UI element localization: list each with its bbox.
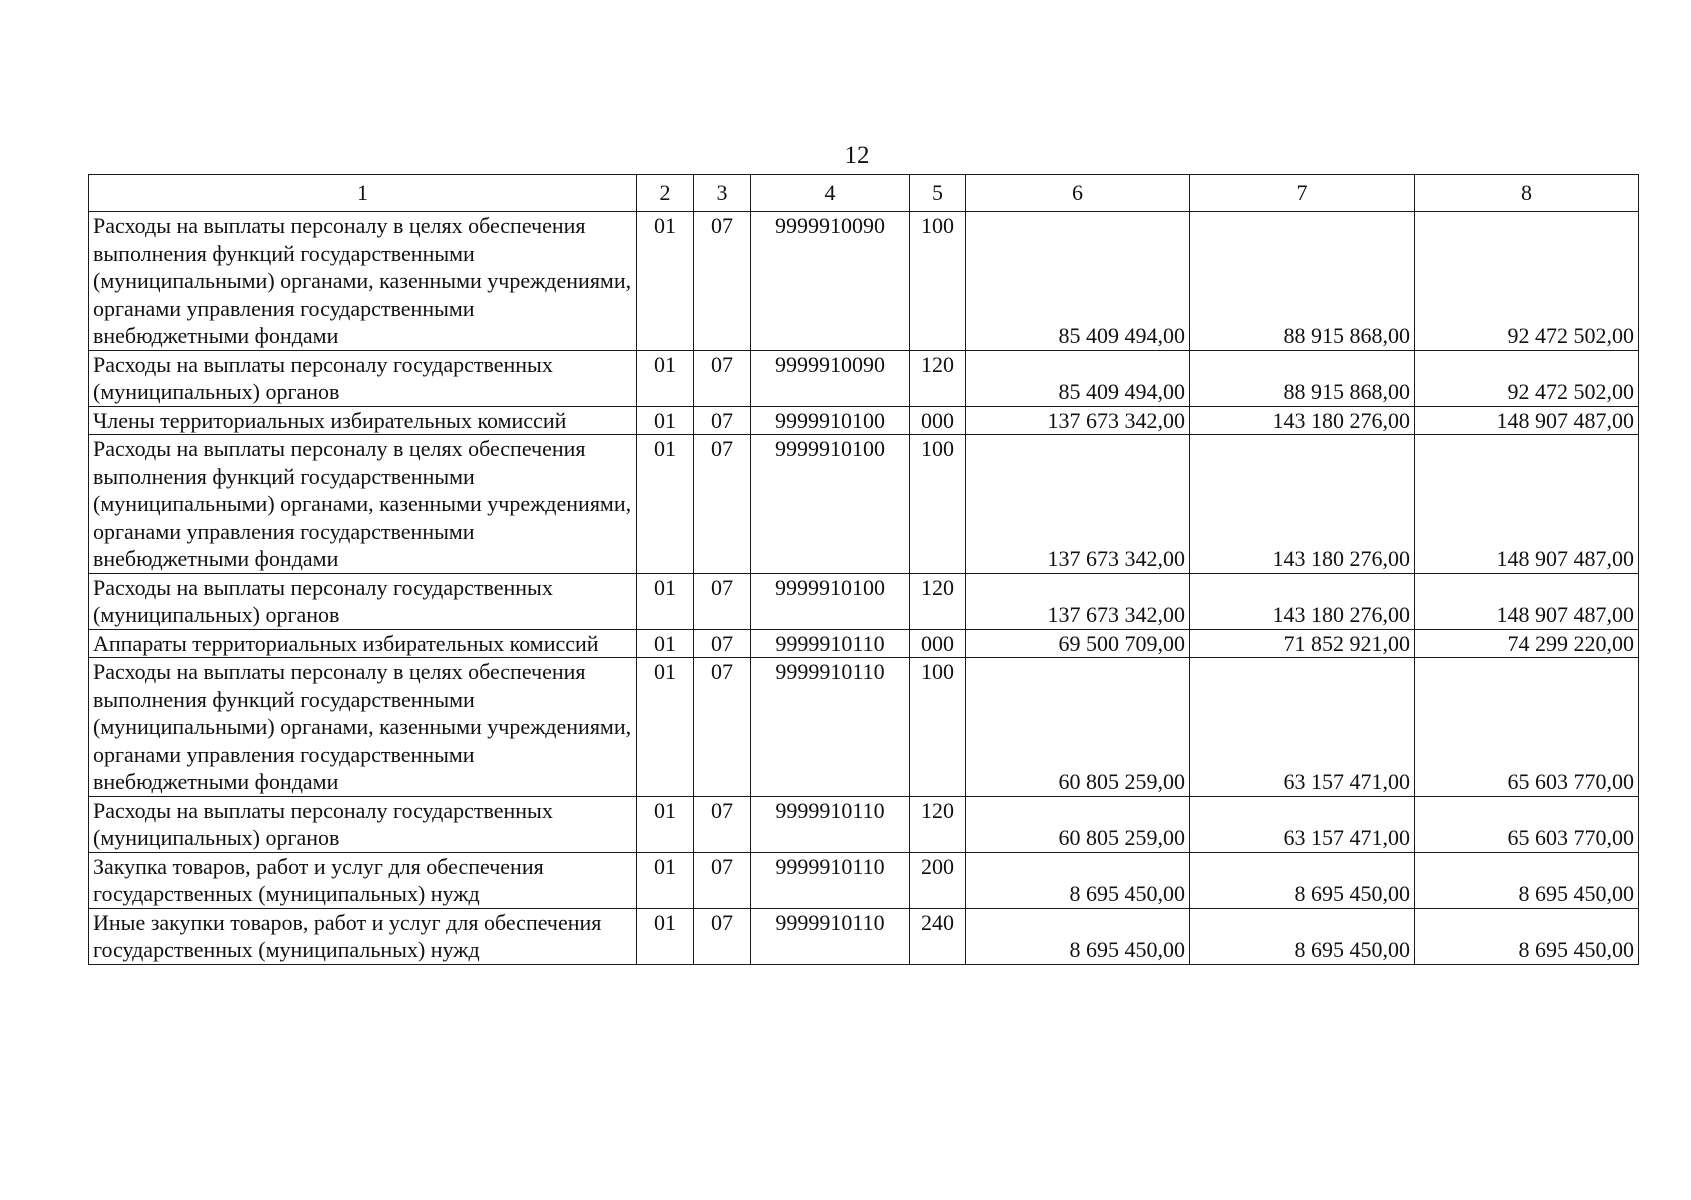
expense-name: Члены территориальных избирательных комиссий xyxy=(89,406,637,435)
amount-year-1: 60 805 259,00 xyxy=(966,796,1190,852)
section-code: 01 xyxy=(637,796,694,852)
amount-year-2: 63 157 471,00 xyxy=(1190,796,1415,852)
amount-year-3: 8 695 450,00 xyxy=(1415,852,1639,908)
amount-year-2: 71 852 921,00 xyxy=(1190,629,1415,658)
column-header: 2 xyxy=(637,175,694,212)
expense-name: Расходы на выплаты персоналу в целях обеспечения выполнения функций государственными (муниципальными) органами, казенными учреждениями, органами управления государственными внебюджетными фондами xyxy=(89,658,637,797)
amount-year-1: 137 673 342,00 xyxy=(966,435,1190,574)
expense-name: Расходы на выплаты персоналу государственных (муниципальных) органов xyxy=(89,573,637,629)
subsection-code: 07 xyxy=(694,435,751,574)
column-header: 7 xyxy=(1190,175,1415,212)
target-article-code: 9999910090 xyxy=(751,212,910,351)
amount-year-2: 8 695 450,00 xyxy=(1190,852,1415,908)
amount-year-2: 143 180 276,00 xyxy=(1190,435,1415,574)
table-row xyxy=(89,629,1639,658)
table-row xyxy=(89,212,1639,351)
amount-year-1: 85 409 494,00 xyxy=(966,212,1190,351)
subsection-code: 07 xyxy=(694,350,751,406)
subsection-code: 07 xyxy=(694,796,751,852)
column-header: 4 xyxy=(751,175,910,212)
amount-year-1: 60 805 259,00 xyxy=(966,658,1190,797)
amount-year-3: 148 907 487,00 xyxy=(1415,573,1639,629)
section-code: 01 xyxy=(637,573,694,629)
amount-year-1: 8 695 450,00 xyxy=(966,852,1190,908)
budget-table xyxy=(88,174,1639,965)
expense-type-code: 120 xyxy=(910,350,966,406)
amount-year-2: 88 915 868,00 xyxy=(1190,212,1415,351)
target-article-code: 9999910100 xyxy=(751,573,910,629)
column-header: 1 xyxy=(89,175,637,212)
subsection-code: 07 xyxy=(694,629,751,658)
target-article-code: 9999910110 xyxy=(751,908,910,964)
expense-name: Расходы на выплаты персоналу государственных (муниципальных) органов xyxy=(89,796,637,852)
section-code: 01 xyxy=(637,658,694,797)
column-header: 8 xyxy=(1415,175,1639,212)
target-article-code: 9999910110 xyxy=(751,852,910,908)
expense-name: Иные закупки товаров, работ и услуг для обеспечения государственных (муниципальных) нужд xyxy=(89,908,637,964)
section-code: 01 xyxy=(637,406,694,435)
subsection-code: 07 xyxy=(694,406,751,435)
section-code: 01 xyxy=(637,852,694,908)
table-row xyxy=(89,908,1639,964)
table-row xyxy=(89,852,1639,908)
amount-year-3: 92 472 502,00 xyxy=(1415,350,1639,406)
expense-type-code: 240 xyxy=(910,908,966,964)
expense-name: Расходы на выплаты персоналу государственных (муниципальных) органов xyxy=(89,350,637,406)
target-article-code: 9999910110 xyxy=(751,629,910,658)
expense-name: Расходы на выплаты персоналу в целях обеспечения выполнения функций государственными (муниципальными) органами, казенными учреждениями, органами управления государственными внебюджетными фондами xyxy=(89,212,637,351)
target-article-code: 9999910090 xyxy=(751,350,910,406)
expense-type-code: 000 xyxy=(910,406,966,435)
section-code: 01 xyxy=(637,212,694,351)
target-article-code: 9999910110 xyxy=(751,658,910,797)
expense-type-code: 120 xyxy=(910,573,966,629)
amount-year-1: 137 673 342,00 xyxy=(966,406,1190,435)
page-number: 12 xyxy=(844,142,870,169)
expense-type-code: 120 xyxy=(910,796,966,852)
header-row xyxy=(89,175,1639,212)
column-header: 6 xyxy=(966,175,1190,212)
expense-type-code: 100 xyxy=(910,212,966,351)
expense-type-code: 100 xyxy=(910,658,966,797)
table-row xyxy=(89,350,1639,406)
amount-year-1: 69 500 709,00 xyxy=(966,629,1190,658)
amount-year-3: 65 603 770,00 xyxy=(1415,796,1639,852)
column-header: 3 xyxy=(694,175,751,212)
amount-year-2: 143 180 276,00 xyxy=(1190,406,1415,435)
amount-year-2: 143 180 276,00 xyxy=(1190,573,1415,629)
table-row xyxy=(89,658,1639,797)
amount-year-2: 63 157 471,00 xyxy=(1190,658,1415,797)
section-code: 01 xyxy=(637,629,694,658)
table-row xyxy=(89,796,1639,852)
expense-type-code: 000 xyxy=(910,629,966,658)
expense-name: Расходы на выплаты персоналу в целях обеспечения выполнения функций государственными (муниципальными) органами, казенными учреждениями, органами управления государственными внебюджетными фондами xyxy=(89,435,637,574)
subsection-code: 07 xyxy=(694,573,751,629)
table-row xyxy=(89,406,1639,435)
table-row xyxy=(89,573,1639,629)
amount-year-3: 65 603 770,00 xyxy=(1415,658,1639,797)
amount-year-2: 88 915 868,00 xyxy=(1190,350,1415,406)
expense-name: Аппараты территориальных избирательных комиссий xyxy=(89,629,637,658)
amount-year-3: 8 695 450,00 xyxy=(1415,908,1639,964)
amount-year-3: 92 472 502,00 xyxy=(1415,212,1639,351)
target-article-code: 9999910100 xyxy=(751,406,910,435)
amount-year-1: 85 409 494,00 xyxy=(966,350,1190,406)
amount-year-2: 8 695 450,00 xyxy=(1190,908,1415,964)
amount-year-1: 137 673 342,00 xyxy=(966,573,1190,629)
section-code: 01 xyxy=(637,350,694,406)
amount-year-3: 74 299 220,00 xyxy=(1415,629,1639,658)
section-code: 01 xyxy=(637,435,694,574)
amount-year-3: 148 907 487,00 xyxy=(1415,435,1639,574)
expense-type-code: 100 xyxy=(910,435,966,574)
section-code: 01 xyxy=(637,908,694,964)
target-article-code: 9999910100 xyxy=(751,435,910,574)
subsection-code: 07 xyxy=(694,908,751,964)
table-row xyxy=(89,435,1639,574)
expense-name: Закупка товаров, работ и услуг для обеспечения государственных (муниципальных) нужд xyxy=(89,852,637,908)
subsection-code: 07 xyxy=(694,658,751,797)
subsection-code: 07 xyxy=(694,212,751,351)
target-article-code: 9999910110 xyxy=(751,796,910,852)
amount-year-1: 8 695 450,00 xyxy=(966,908,1190,964)
subsection-code: 07 xyxy=(694,852,751,908)
expense-type-code: 200 xyxy=(910,852,966,908)
column-header: 5 xyxy=(910,175,966,212)
amount-year-3: 148 907 487,00 xyxy=(1415,406,1639,435)
